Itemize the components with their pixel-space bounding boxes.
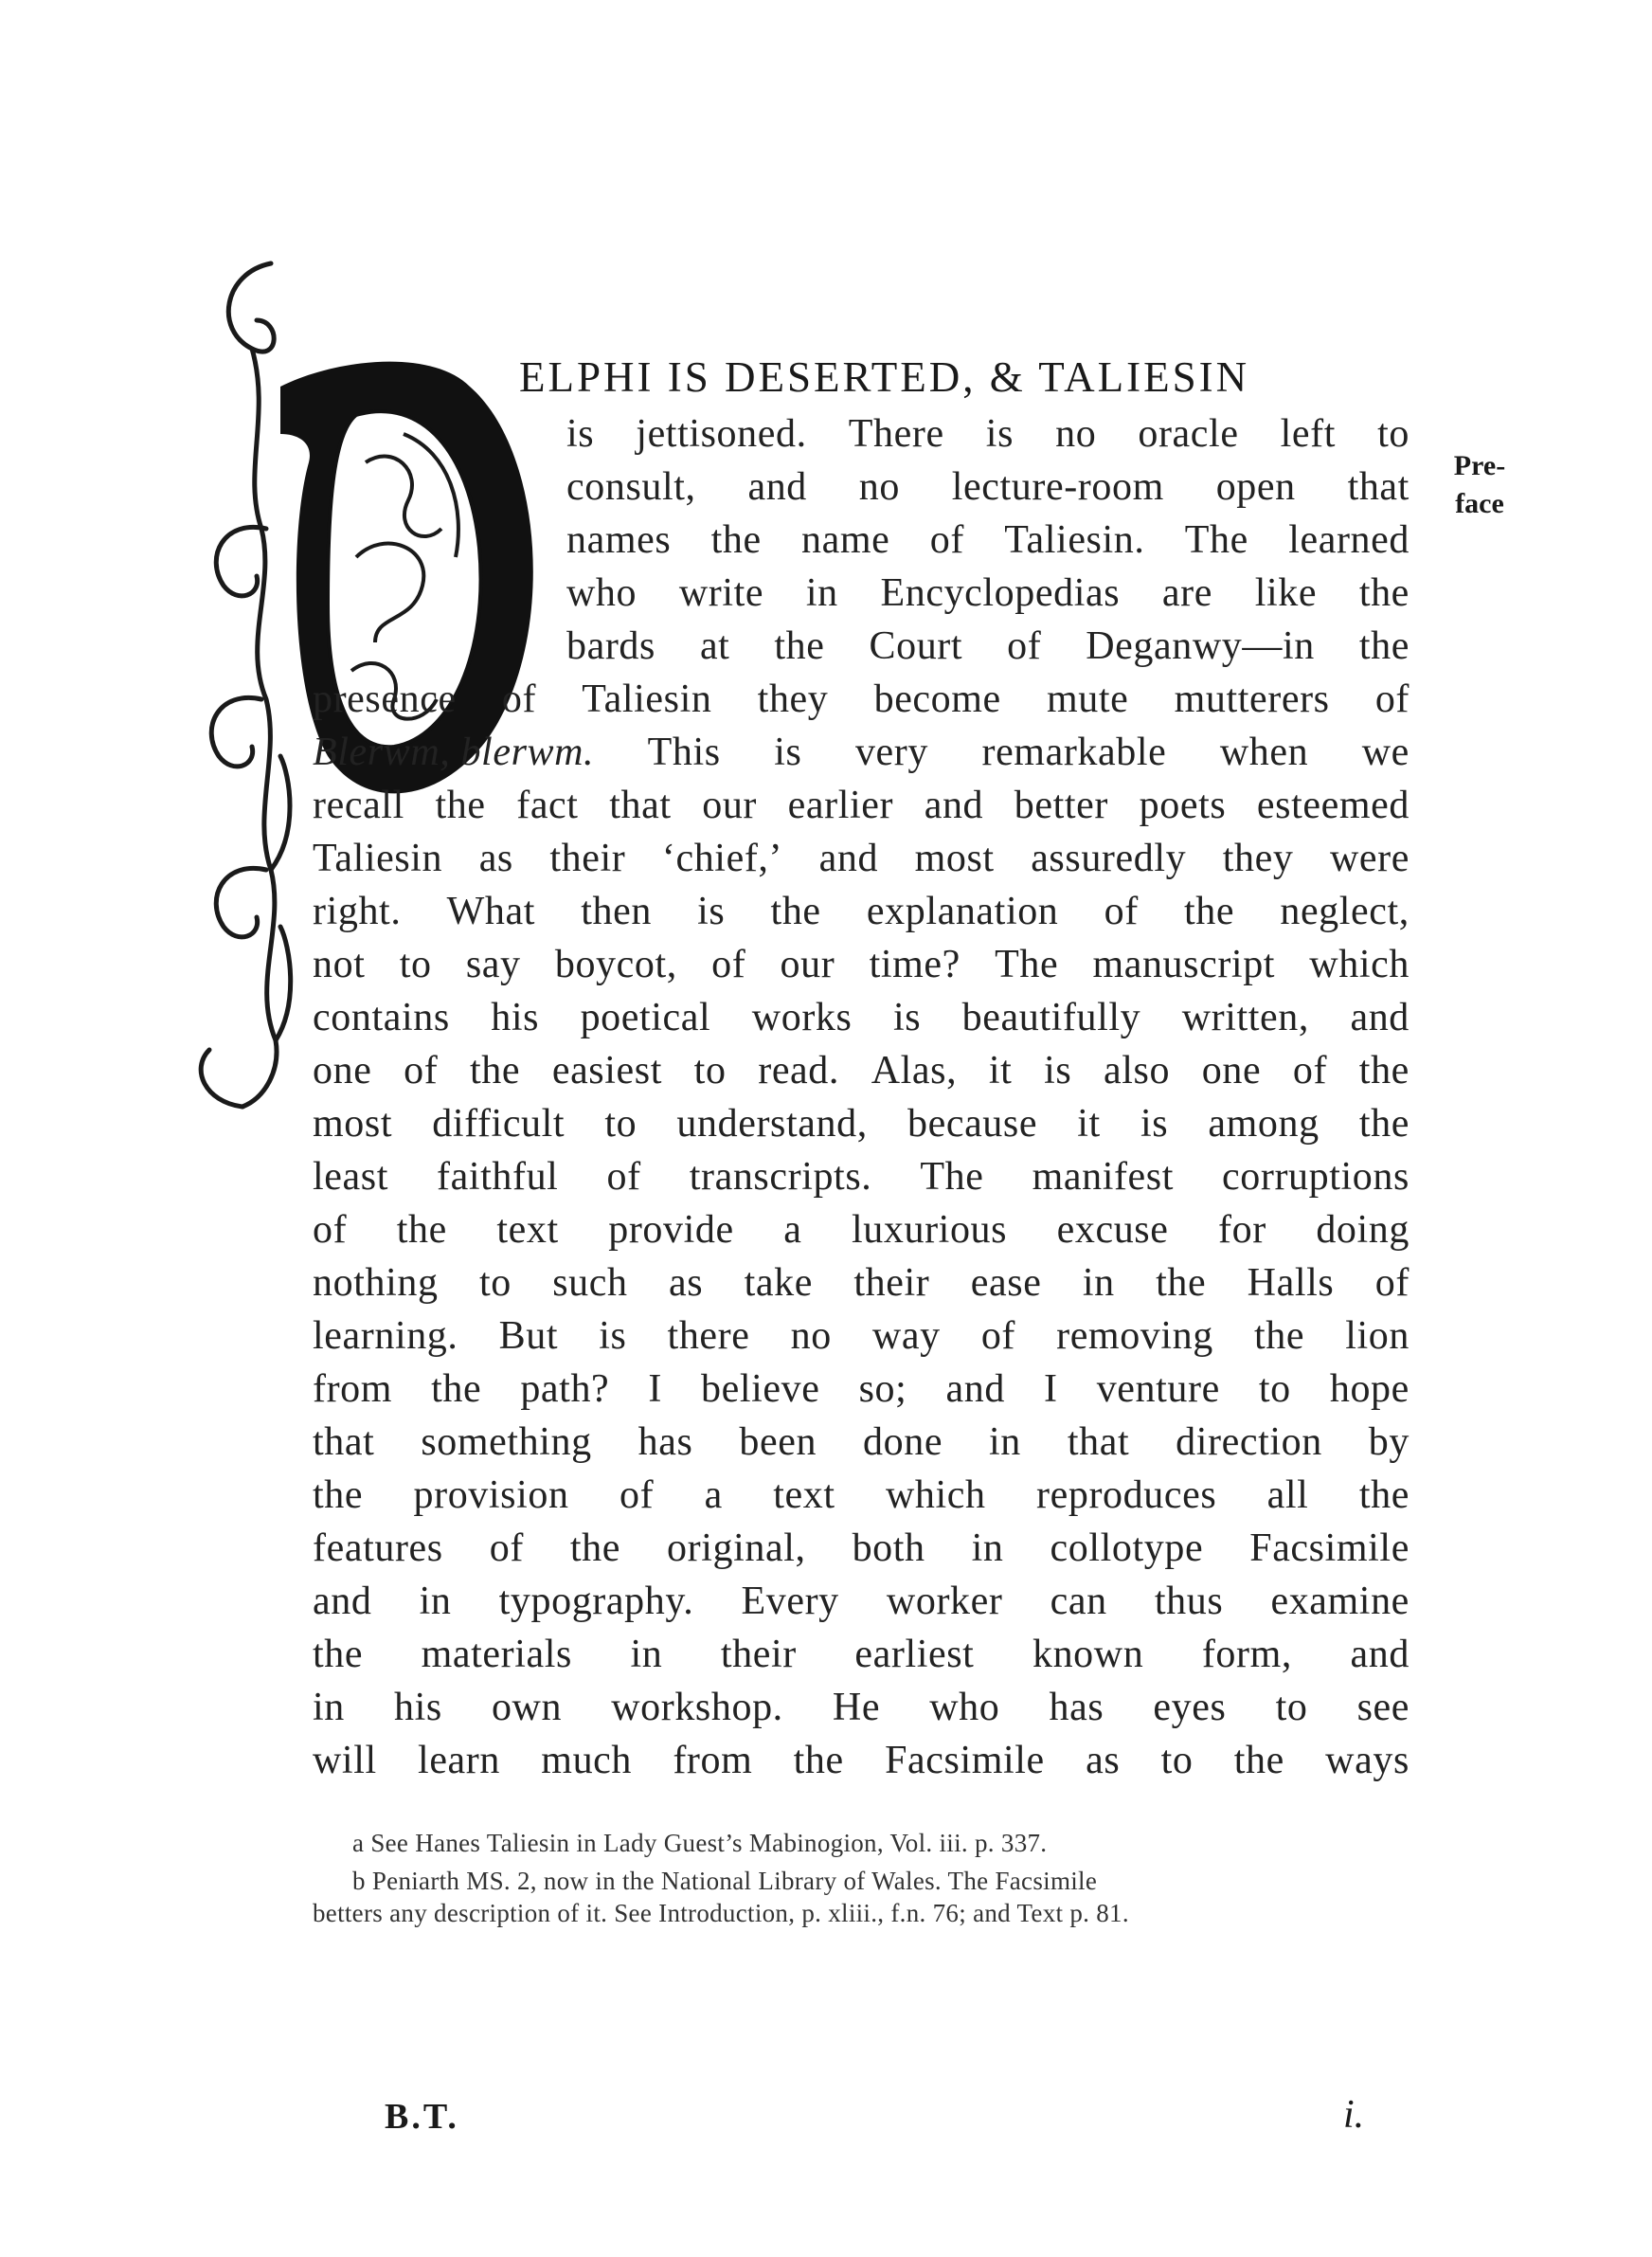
word: features bbox=[313, 1526, 443, 1570]
word: no bbox=[1055, 412, 1097, 456]
word: the bbox=[1184, 890, 1235, 933]
text-line bbox=[566, 570, 1410, 623]
word: to bbox=[1275, 1686, 1308, 1729]
word: bards bbox=[566, 624, 655, 668]
word: been bbox=[739, 1420, 817, 1464]
word: the bbox=[1358, 1049, 1410, 1092]
word: of bbox=[313, 1208, 348, 1252]
word: and bbox=[818, 837, 879, 880]
word: see bbox=[1356, 1686, 1410, 1729]
text-line bbox=[313, 1313, 1410, 1366]
word: it bbox=[1077, 1102, 1101, 1146]
word: no bbox=[790, 1314, 832, 1358]
word: like bbox=[1254, 571, 1318, 615]
word: read. bbox=[758, 1049, 840, 1092]
word: ways bbox=[1325, 1739, 1410, 1782]
text-line bbox=[313, 1579, 1410, 1632]
word: provide bbox=[608, 1208, 734, 1252]
word: works bbox=[751, 996, 853, 1039]
word: as bbox=[1086, 1739, 1121, 1782]
word: there bbox=[667, 1314, 750, 1358]
word: to bbox=[478, 1261, 512, 1305]
word: oracle bbox=[1138, 412, 1239, 456]
word: the bbox=[1358, 1102, 1410, 1146]
word: will bbox=[313, 1739, 377, 1782]
word: of bbox=[1292, 1049, 1328, 1092]
text-line bbox=[313, 730, 1410, 783]
word: hope bbox=[1329, 1367, 1410, 1411]
word: of bbox=[1374, 677, 1410, 721]
text-line bbox=[566, 411, 1410, 464]
word: the bbox=[1358, 624, 1410, 668]
word: the bbox=[470, 1049, 521, 1092]
word: learned bbox=[1288, 518, 1410, 562]
word: in bbox=[419, 1580, 452, 1623]
word: the bbox=[1156, 1261, 1207, 1305]
word: I bbox=[1044, 1367, 1058, 1411]
word: earliest bbox=[854, 1633, 975, 1676]
word: our bbox=[780, 943, 835, 986]
word: Taliesin bbox=[582, 677, 712, 721]
word: right. bbox=[313, 890, 402, 933]
word: collotype bbox=[1050, 1526, 1204, 1570]
word: text bbox=[496, 1208, 559, 1252]
word: and bbox=[313, 1580, 372, 1623]
word: one bbox=[313, 1049, 372, 1092]
text-line bbox=[566, 464, 1410, 517]
text-line bbox=[313, 1738, 1410, 1791]
word: the bbox=[1233, 1739, 1284, 1782]
word: reproduces bbox=[1036, 1473, 1217, 1517]
word: understand, bbox=[676, 1102, 868, 1146]
word: all bbox=[1266, 1473, 1309, 1517]
word: The bbox=[920, 1155, 984, 1199]
word: own bbox=[491, 1686, 563, 1729]
word: left bbox=[1280, 412, 1337, 456]
word: because bbox=[907, 1102, 1038, 1146]
footnote-a: a See Hanes Taliesin in Lady Guest’s Mabinogion, Vol. iii. p. 337. bbox=[352, 1829, 1048, 1857]
word: also bbox=[1104, 1049, 1171, 1092]
word: they bbox=[1222, 837, 1294, 880]
word: is bbox=[892, 996, 922, 1039]
word: the bbox=[710, 518, 762, 562]
word: provision bbox=[413, 1473, 569, 1517]
word: recall bbox=[313, 784, 404, 827]
word: of bbox=[489, 1526, 524, 1570]
word: and bbox=[1350, 1633, 1410, 1676]
word: who bbox=[929, 1686, 1000, 1729]
text-line bbox=[313, 783, 1410, 836]
word: not bbox=[313, 943, 366, 986]
word: contains bbox=[313, 996, 450, 1039]
word: among bbox=[1208, 1102, 1320, 1146]
word: workshop. bbox=[611, 1686, 783, 1729]
word: Halls bbox=[1247, 1261, 1335, 1305]
word: of bbox=[619, 1473, 655, 1517]
word: faithful bbox=[437, 1155, 559, 1199]
text-line bbox=[313, 889, 1410, 942]
word: thus bbox=[1154, 1580, 1224, 1623]
word: of bbox=[980, 1314, 1015, 1358]
word: believe bbox=[701, 1367, 820, 1411]
word: venture bbox=[1096, 1367, 1220, 1411]
word: something bbox=[421, 1420, 592, 1464]
word: poets bbox=[1139, 784, 1227, 827]
word: text bbox=[773, 1473, 835, 1517]
word: easiest bbox=[551, 1049, 662, 1092]
word: mutterers bbox=[1174, 677, 1330, 721]
word: write bbox=[678, 571, 764, 615]
text-line bbox=[313, 1526, 1410, 1579]
word: in bbox=[805, 571, 838, 615]
word: their bbox=[853, 1261, 930, 1305]
word: Facsimile bbox=[1249, 1526, 1410, 1570]
word: The bbox=[1184, 518, 1248, 562]
word: of bbox=[711, 943, 746, 986]
word: name bbox=[801, 518, 890, 562]
word: original, bbox=[667, 1526, 806, 1570]
word: manuscript bbox=[1092, 943, 1276, 986]
word: is bbox=[1044, 1049, 1072, 1092]
word: and bbox=[1350, 996, 1410, 1039]
text-line bbox=[313, 1472, 1410, 1526]
word: the bbox=[313, 1473, 364, 1517]
word: eyes bbox=[1153, 1686, 1227, 1729]
word: our bbox=[702, 784, 758, 827]
word: a bbox=[783, 1208, 802, 1252]
word: the bbox=[1358, 571, 1410, 615]
word: his bbox=[394, 1686, 442, 1729]
word: the bbox=[774, 624, 825, 668]
text-line bbox=[313, 836, 1410, 889]
word: they bbox=[757, 677, 829, 721]
word: of bbox=[1374, 1261, 1410, 1305]
word: esteemed bbox=[1256, 784, 1410, 827]
word: examine bbox=[1270, 1580, 1410, 1623]
word: then bbox=[581, 890, 652, 933]
text-line bbox=[313, 1154, 1410, 1207]
word: the bbox=[1254, 1314, 1305, 1358]
word: But bbox=[498, 1314, 559, 1358]
text-line bbox=[313, 1419, 1410, 1472]
text-line bbox=[313, 1260, 1410, 1313]
word: What bbox=[446, 890, 535, 933]
word: in bbox=[313, 1686, 345, 1729]
word: explanation bbox=[866, 890, 1059, 933]
word: are bbox=[1161, 571, 1212, 615]
word: their bbox=[720, 1633, 797, 1676]
word: known bbox=[1032, 1633, 1144, 1676]
word: we bbox=[1361, 731, 1410, 774]
word: the bbox=[793, 1739, 844, 1782]
word: neglect, bbox=[1280, 890, 1410, 933]
word: in bbox=[971, 1526, 1004, 1570]
word: say bbox=[465, 943, 521, 986]
footnote-b-continued: betters any description of it. See Introduction, p. xliii., f.n. 76; and Text p. 81. bbox=[313, 1899, 1129, 1927]
word: better bbox=[1014, 784, 1108, 827]
word: removing bbox=[1056, 1314, 1213, 1358]
word: the bbox=[770, 890, 821, 933]
word: to bbox=[399, 943, 432, 986]
word: learn bbox=[418, 1739, 500, 1782]
word: the bbox=[569, 1526, 621, 1570]
word: both bbox=[852, 1526, 925, 1570]
word: to bbox=[1160, 1739, 1194, 1782]
word: There bbox=[848, 412, 944, 456]
word: direction bbox=[1176, 1420, 1322, 1464]
margin-note-line: Pre- bbox=[1453, 450, 1506, 481]
margin-note-line: face bbox=[1455, 488, 1504, 519]
word: the bbox=[1358, 1473, 1410, 1517]
word: Taliesin bbox=[313, 837, 443, 880]
word: I bbox=[648, 1367, 662, 1411]
word: at bbox=[699, 624, 730, 668]
word: to bbox=[604, 1102, 637, 1146]
word: most bbox=[313, 1102, 393, 1146]
word: and bbox=[747, 465, 807, 509]
text-line bbox=[313, 1685, 1410, 1738]
word: boycot, bbox=[554, 943, 677, 986]
word: of bbox=[404, 1049, 439, 1092]
word: Encyclopedias bbox=[880, 571, 1121, 615]
word: one bbox=[1201, 1049, 1262, 1092]
word: that bbox=[1067, 1420, 1130, 1464]
word: Blerwm, blerwm. bbox=[313, 731, 595, 774]
word: for bbox=[1218, 1208, 1266, 1252]
word: his bbox=[491, 996, 540, 1039]
word: is bbox=[1140, 1102, 1169, 1146]
word: ease bbox=[970, 1261, 1042, 1305]
word: were bbox=[1329, 837, 1410, 880]
word: that bbox=[313, 1420, 375, 1464]
text-line bbox=[313, 1207, 1410, 1260]
opening-heading: ELPHI IS DESERTED, & TALIESIN bbox=[519, 353, 1250, 401]
word: no bbox=[858, 465, 900, 509]
word: assuredly bbox=[1031, 837, 1187, 880]
word: Alas, bbox=[871, 1049, 958, 1092]
word: much bbox=[541, 1739, 633, 1782]
word: Court bbox=[869, 624, 963, 668]
word: of bbox=[1007, 624, 1042, 668]
word: excuse bbox=[1056, 1208, 1169, 1252]
word: in bbox=[630, 1633, 663, 1676]
word: when bbox=[1219, 731, 1309, 774]
word: done bbox=[863, 1420, 943, 1464]
word: has bbox=[1049, 1686, 1104, 1729]
text-line bbox=[313, 995, 1410, 1048]
word: He bbox=[832, 1686, 881, 1729]
text-line bbox=[313, 942, 1410, 995]
word: fact bbox=[516, 784, 579, 827]
text-line bbox=[313, 677, 1410, 730]
word: typography. bbox=[498, 1580, 694, 1623]
word: in bbox=[1082, 1261, 1115, 1305]
word: remarkable bbox=[981, 731, 1167, 774]
word: The bbox=[995, 943, 1059, 986]
word: lecture-room bbox=[951, 465, 1164, 509]
word: This bbox=[647, 731, 721, 774]
word: as bbox=[669, 1261, 704, 1305]
word: way bbox=[871, 1314, 941, 1358]
word: time? bbox=[869, 943, 961, 986]
word: and bbox=[924, 784, 984, 827]
word: from bbox=[673, 1739, 753, 1782]
word: the bbox=[435, 784, 486, 827]
word: path? bbox=[520, 1367, 610, 1411]
word: to bbox=[693, 1049, 727, 1092]
word: from bbox=[313, 1367, 393, 1411]
word: it bbox=[988, 1049, 1013, 1092]
word: to bbox=[1258, 1367, 1291, 1411]
word: take bbox=[744, 1261, 813, 1305]
word: has bbox=[637, 1420, 693, 1464]
word: ‘chief,’ bbox=[661, 837, 783, 880]
word: written, bbox=[1181, 996, 1309, 1039]
word: Taliesin. bbox=[1004, 518, 1145, 562]
word: open bbox=[1215, 465, 1296, 509]
word: the bbox=[396, 1208, 447, 1252]
word: is bbox=[599, 1314, 627, 1358]
word: of bbox=[1104, 890, 1139, 933]
word: poetical bbox=[580, 996, 711, 1039]
word: which bbox=[1309, 943, 1410, 986]
footnote-b: b Peniarth MS. 2, now in the National Library of Wales. The Facsimile bbox=[352, 1867, 1098, 1895]
text-line bbox=[566, 517, 1410, 570]
word: Facsimile bbox=[885, 1739, 1045, 1782]
word: can bbox=[1050, 1580, 1107, 1623]
word: become bbox=[873, 677, 1001, 721]
word: materials bbox=[421, 1633, 572, 1676]
signature-mark: B.T. bbox=[385, 2097, 459, 2137]
word: earlier bbox=[787, 784, 894, 827]
word: by bbox=[1368, 1420, 1410, 1464]
word: who bbox=[566, 571, 637, 615]
word: jettisoned. bbox=[636, 412, 807, 456]
word: a bbox=[704, 1473, 723, 1517]
word: and bbox=[945, 1367, 1005, 1411]
word: nothing bbox=[313, 1261, 439, 1305]
word: to bbox=[1377, 412, 1410, 456]
text-line bbox=[566, 623, 1410, 677]
text-line bbox=[313, 1101, 1410, 1154]
word: mute bbox=[1047, 677, 1129, 721]
word: least bbox=[313, 1155, 388, 1199]
word: in bbox=[989, 1420, 1021, 1464]
margin-note-preface bbox=[1432, 447, 1527, 523]
word: the bbox=[431, 1367, 482, 1411]
word: their bbox=[549, 837, 626, 880]
word: is bbox=[697, 890, 726, 933]
text-line bbox=[313, 1366, 1410, 1419]
word: names bbox=[566, 518, 672, 562]
word: very bbox=[854, 731, 928, 774]
word: of bbox=[501, 677, 537, 721]
word: learning. bbox=[313, 1314, 458, 1358]
word: Deganwy—in bbox=[1086, 624, 1315, 668]
word: worker bbox=[886, 1580, 1003, 1623]
word: form, bbox=[1201, 1633, 1292, 1676]
word: presence bbox=[313, 677, 457, 721]
word: luxurious bbox=[852, 1208, 1008, 1252]
word: doing bbox=[1316, 1208, 1410, 1252]
word: the bbox=[313, 1633, 364, 1676]
word: is bbox=[774, 731, 802, 774]
word: such bbox=[552, 1261, 628, 1305]
word: beautifully bbox=[961, 996, 1141, 1039]
word: so; bbox=[858, 1367, 907, 1411]
word: that bbox=[1347, 465, 1410, 509]
word: that bbox=[609, 784, 672, 827]
word: Every bbox=[741, 1580, 839, 1623]
word: is bbox=[566, 412, 595, 456]
page-number: i. bbox=[1343, 2093, 1365, 2137]
word: transcripts. bbox=[689, 1155, 872, 1199]
text-line bbox=[313, 1048, 1410, 1101]
word: consult, bbox=[566, 465, 696, 509]
word: which bbox=[885, 1473, 986, 1517]
word: is bbox=[985, 412, 1015, 456]
word: difficult bbox=[432, 1102, 566, 1146]
word: of bbox=[606, 1155, 641, 1199]
word: manifest bbox=[1032, 1155, 1174, 1199]
word: most bbox=[914, 837, 995, 880]
word: of bbox=[929, 518, 964, 562]
text-line bbox=[313, 1632, 1410, 1685]
word: as bbox=[478, 837, 513, 880]
word: lion bbox=[1345, 1314, 1410, 1358]
word: corruptions bbox=[1222, 1155, 1410, 1199]
